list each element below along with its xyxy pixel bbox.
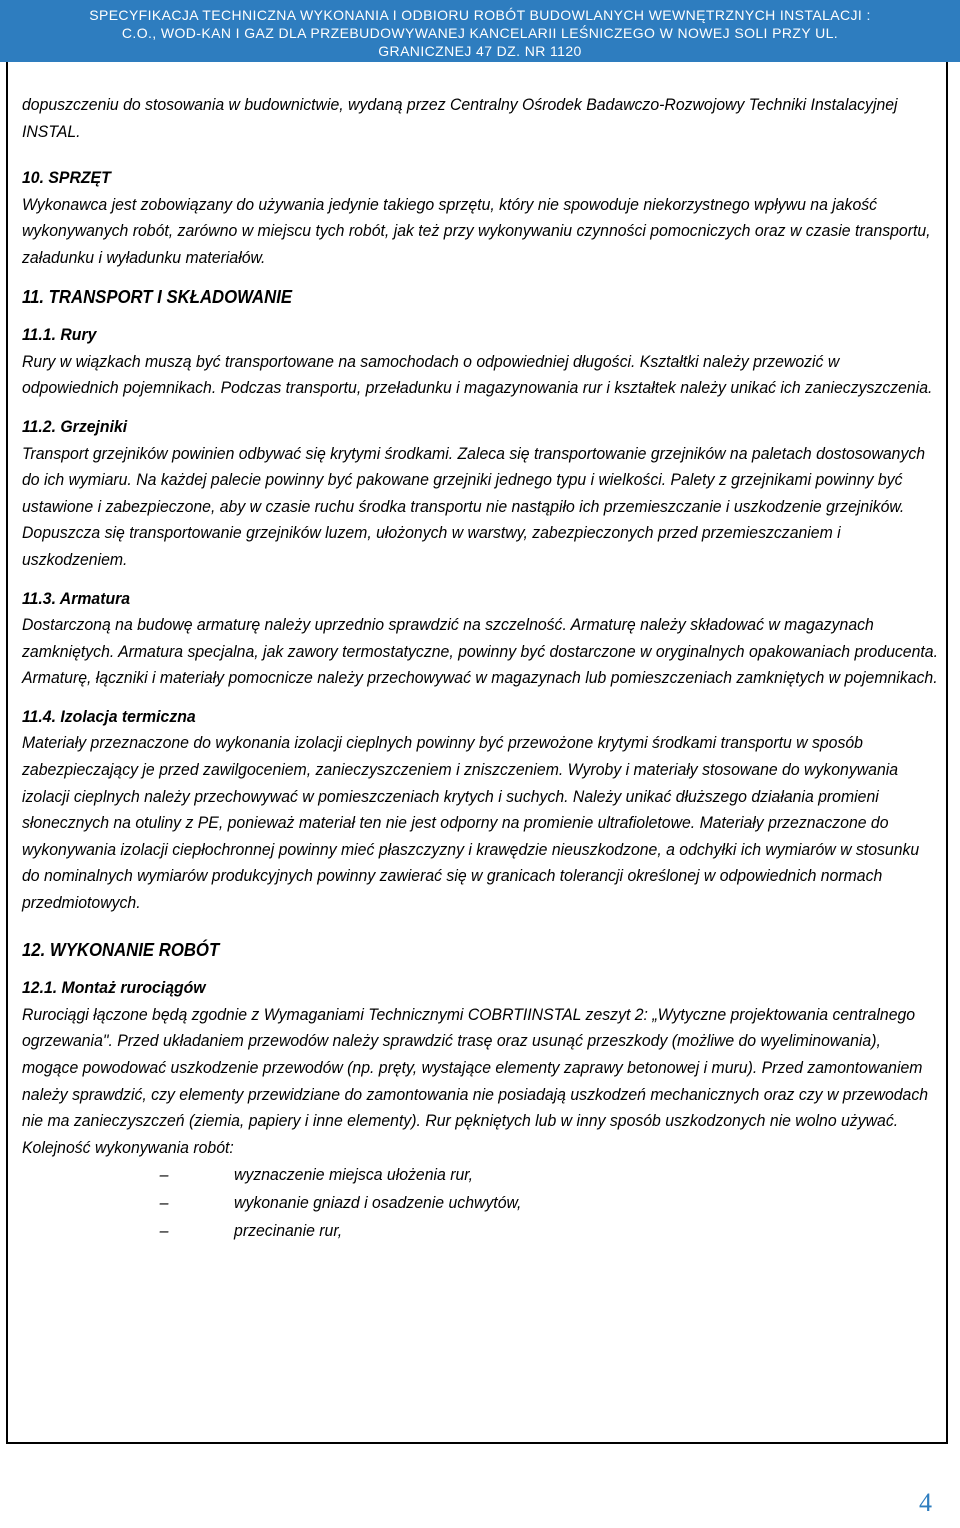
header-line-3: GRANICZNEJ 47 DZ. NR 1120: [378, 43, 582, 59]
dash-mark: –: [159, 1221, 169, 1241]
section-11-4-body: Materiały przeznaczone do wykonania izolacji cieplnych powinny być przewożone krytymi środkami transportu w sposób zabezpieczający je przed zawilgoceniem, zanieczyszczeniem i zniszczeniem. Wyroby i materiały stosowane do wykonywania izolacji cieplnych należy przechowywać w pomieszczeniach krytych i suchych. Należy unikać dłuższego działania promieni słonecznych na otuliny z PE, ponieważ materiał ten nie jest odporny na promienie ultrafioletowe. Materiały przeznaczone do wykonywania izolacji ciepłochronnej powinny mieć płaszczyzny i krawędzie nieuszkodzone, a odchyłki ich wymiarów w stosunku do nominalnych wymiarów produkcyjnych powinny zawierać się w granicach tolerancji określonej w odpowiednich normach przedmiotowych.: [22, 733, 920, 913]
section-11-3-body: Dostarczoną na budowę armaturę należy uprzednio sprawdzić na szczelność. Armaturę należy składować w magazynach zamkniętych. Armatura specjalna, jak zawory termostatyczne, powinny być dostarczone w oryginalnych opakowaniach producenta. Armaturę, łączniki i materiały pomocnicze należy przechowywać w magazynach lub pomieszczeniach zamkniętych w pojemnikach.: [22, 615, 938, 688]
section-11-1-title: 11.1. Rury: [22, 325, 97, 345]
section-11-2-title: 11.2. Grzejniki: [22, 416, 128, 436]
page-number: 4: [919, 1488, 932, 1517]
work-steps-list: [22, 1161, 938, 1245]
list-item: [22, 1189, 938, 1217]
list-item: [22, 1217, 938, 1245]
document-header: [0, 0, 960, 62]
dash-mark: –: [159, 1193, 169, 1213]
section-11-title: 11. TRANSPORT I SKŁADOWANIE: [22, 286, 293, 307]
section-12-title: 12. WYKONANIE ROBÓT: [22, 939, 220, 960]
section-11-3-title: 11.3. Armatura: [22, 588, 131, 608]
section-11-1-body: Rury w wiązkach muszą być transportowane na samochodach o odpowiedniej długości. Kształtki należy przewozić w odpowiednich pojemnikach. Podczas transportu, przeładunku i magazynowania rur i kształtek należy unikać ich zanieczyszczenia.: [22, 351, 933, 398]
section-12-1-body: Rurociągi łączone będą zgodnie z Wymaganiami Technicznymi COBRTIINSTAL zeszyt 2: „Wytyczne projektowania centralnego ogrzewania". Przed układaniem przewodów należy sprawdzić trasę oraz usunąć przeszkody (możliwe do wyeliminowania), mogące powodować uszkodzenie przewodów (np. pręty, wystające elementy zaprawy betonowej i muru). Przed zamontowaniem należy sprawdzić, czy elementy przewidziane do zamontowania nie posiadają uszkodzeń mechanicznych oraz czy w przewodach nie ma zanieczyszczeń (ziemia, papiery i inne elementy). Rur pękniętych lub w inny sposób uszkodzonych nie wolno używać. Kolejność wykonywania robót:: [22, 1004, 929, 1157]
document-body: [22, 92, 938, 1245]
header-line-2: C.O., WOD-KAN I GAZ DLA PRZEBUDOWYWANEJ KANCELARII LEŚNICZEGO W NOWEJ SOLI PRZY UL.: [121, 25, 839, 41]
section-10-body: Wykonawca jest zobowiązany do używania jedynie takiego sprzętu, który nie spowoduje niekorzystnego wpływu na jakość wykonywanych robót, zarówno w miejscu tych robót, jak też przy wykonywaniu czynności pomocniczych oraz w czasie transportu, załadunku i wyładunku materiałów.: [22, 194, 931, 267]
dash-mark: –: [159, 1165, 169, 1185]
list-item-text: wykonanie gniazd i osadzenie uchwytów,: [234, 1193, 522, 1213]
intro-paragraph: dopuszczeniu do stosowania w budownictwie, wydaną przez Centralny Ośrodek Badawczo-Rozwojowy Techniki Instalacyjnej INSTAL.: [22, 95, 898, 141]
list-item-text: przecinanie rur,: [234, 1221, 343, 1241]
section-11-2-body: Transport grzejników powinien odbywać się krytymi środkami. Zaleca się transportowanie grzejników na paletach dostosowanych do ich wymiaru. Na każdej palecie powinny być pakowane grzejniki jednego typu i wielkości. Palety z grzejnikami powinny być ustawione i zabezpieczone, aby w czasie ruchu środka transportu nie nastąpiło ich przemieszczanie i uszkodzenie grzejników. Dopuszcza się transportowanie grzejników luzem, ułożonych w warstwy, zabezpieczonych przed przemieszczaniem i uszkodzeniem.: [22, 443, 926, 569]
section-10-title: 10. SPRZĘT: [22, 168, 111, 188]
section-11-4-title: 11.4. Izolacja termiczna: [22, 706, 196, 726]
list-item-text: wyznaczenie miejsca ułożenia rur,: [234, 1165, 474, 1185]
section-12-1-title: 12.1. Montaż rurociągów: [22, 978, 206, 998]
header-line-1: SPECYFIKACJA TECHNICZNA WYKONANIA I ODBIORU ROBÓT BUDOWLANYCH WEWNĘTRZNYCH INSTALACJI :: [89, 7, 871, 23]
list-item: [22, 1161, 938, 1189]
